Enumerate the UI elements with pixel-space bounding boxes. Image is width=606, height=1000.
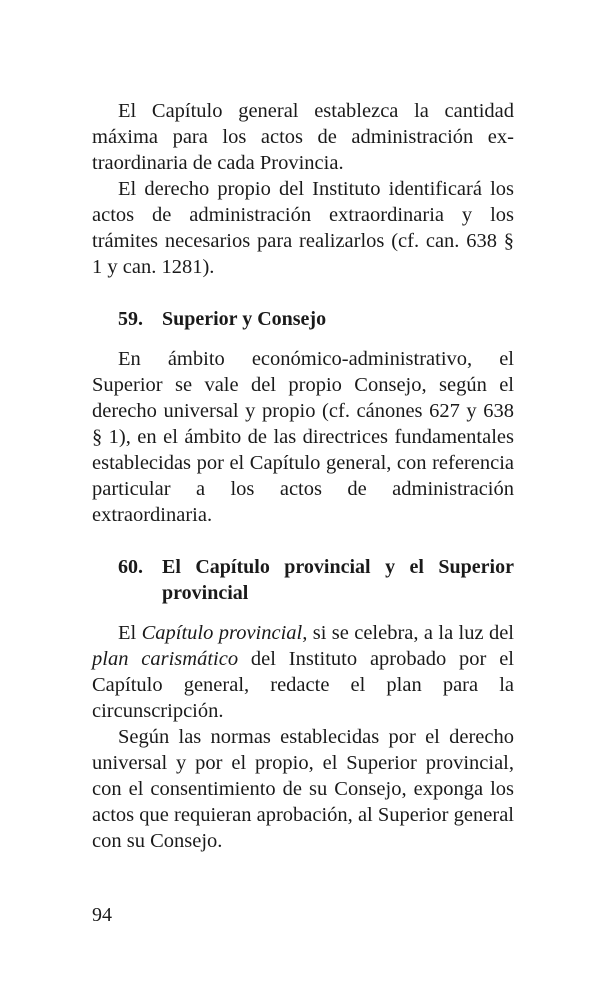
- paragraph-derecho-propio: El derecho propio del Instituto identificará los actos de administración extraordinaria y los trámites necesarios para realizarlos (cf. can. 638 § 1 y can. 1281).: [92, 178, 514, 278]
- text-segment: El: [118, 622, 142, 644]
- paragraph-superior-consejo: En ámbito económico-administrativo, el Superior se vale del propio Consejo, según el derecho universal y propio (cf. cánones 627 y 638 § 1), en el ámbito de las directrices fundamentales establecidas por el Capítulo general, con referencia particular a los actos de administración extraordinaria.: [92, 348, 514, 526]
- section-60-title: El Capítulo provincial y el Superior provincial: [162, 556, 514, 604]
- italic-plan-carismatico: plan carismático: [92, 648, 239, 670]
- section-60-number: 60.: [118, 556, 143, 578]
- text-segment: si se celebra, a la luz del: [307, 622, 514, 644]
- paragraph-normas-establecidas: Según las normas establecidas por el derecho universal y por el propio, el Superior provincial, con el consentimiento de su Consejo, exponga los actos que requieran aprobación, al Superior general con su Consejo.: [92, 726, 514, 852]
- page-body: [92, 98, 514, 854]
- heading-section-60: [92, 554, 514, 606]
- section-59-number: 59.: [118, 308, 143, 330]
- heading-section-59: [92, 306, 514, 332]
- paragraph-capitulo-general: El Capítulo general establezca la cantidad máxima para los actos de administración extraordinaria de cada Provincia.: [92, 100, 514, 174]
- paragraph-capitulo-provincial: [92, 620, 514, 724]
- italic-capitulo-provincial: Capítulo provincial,: [141, 622, 308, 644]
- section-59-title: Superior y Consejo: [162, 308, 327, 330]
- page-number: 94: [92, 904, 112, 926]
- text-segment: del Instituto aprobado por el Capítulo general, redacte el plan para la circunscripción.: [92, 648, 514, 722]
